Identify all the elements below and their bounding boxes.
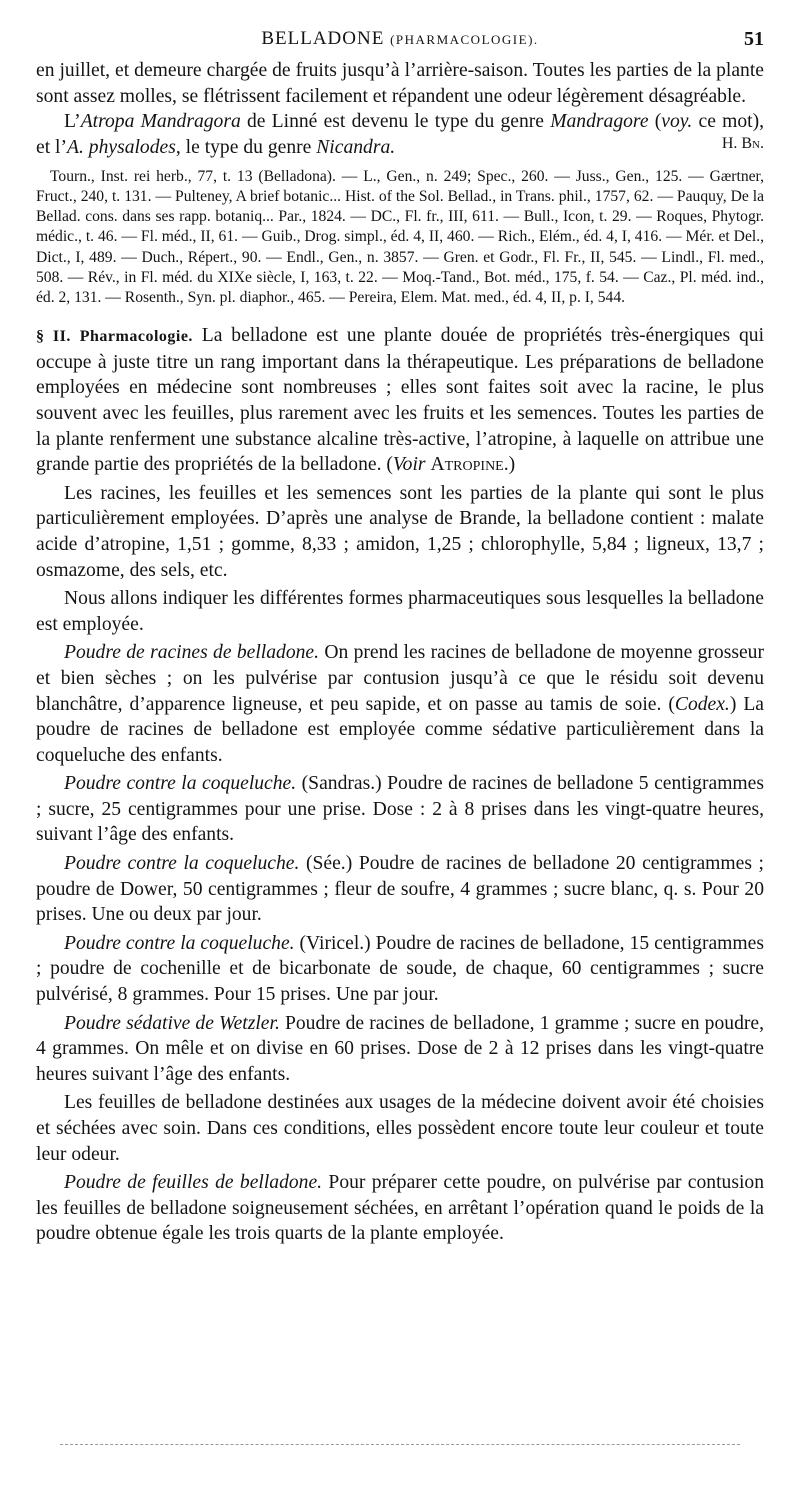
section-paragraph-2: Les racines, les feuilles et les semences sont les parties de la plante qui sont le plus particulièrement employées. D’après une analyse de Brande, la belladone contient : malate acide d’atropine, 1,51 ; gomme, 8,33 ; amidon, 1,25 ; chlorophylle, 5,84 ; ligneux, 13,7 ; osmazome, des sels, etc. — [36, 482, 764, 581]
intro-p2-i: , le type du genre — [175, 136, 317, 158]
section-p1-voir: Voir — [392, 454, 426, 476]
intro-p2-c: de Linné est devenu le type du genre — [240, 111, 551, 133]
intro-p2-g: ce mot), et l’ — [36, 111, 764, 158]
recipe-3-text: (Sée.) Poudre de racines de belladone 20 centigrammes ; poudre de Dower, 50 centigrammes ; fleur de soufre, 4 grammes ; sucre blanc, q. s. Pour 20 prises. Une ou deux par jour. — [36, 853, 764, 926]
running-title-main: BELLADONE — [261, 28, 385, 49]
recipe-1 — [36, 640, 764, 768]
intro-p2-j: Nicandra. — [316, 136, 396, 158]
recipe-3-title: Poudre contre la coqueluche. — [64, 853, 300, 875]
recipe-2-title: Poudre contre la coqueluche. — [64, 773, 297, 795]
intro-p2-f: voy. — [661, 111, 693, 133]
bibliographic-references: Tourn., Inst. rei herb., 77, t. 13 (Belladona). — L., Gen., n. 249; Spec., 260. — Juss., Gen., 125. — Gærtner, Fruct., 240, t. 131. — Pulteney, A brief botanic... Hist. of the Sol. Bellad., in Trans. phil., 1757, 62. — Pauquy, De la Bellad. cons. dans ses rapp. botaniq... Par., 1824. — DC., Fl. fr., III, 611. — Bull., Icon, t. 29. — Roques, Phytogr. médic., t. 46. — Fl. méd., II, 61. — Guib., Drog. simpl., éd. 4, II, 460. — Rich., Elém., éd. 4, I, 416. — Mér. et Del., Dict., I, 489. — Duch., Répert., 90. — Endl., Gen., n. 3857. — Gren. et Godr., Fl. Fr., II, 545. — Lindl., Fl. med., 508. — Rév., in Fl. méd. du XIXe siècle, I, 163, t. 22. — Moq.-Tand., Bot. méd., 175, f. 54. — Caz., Pl. méd. ind., éd. 2, 131. — Rosenth., Syn. pl. diaphor., 465. — Pereira, Elem. Mat. med., éd. 4, II, p. I, 544. — [36, 167, 764, 306]
page-number: 51 — [744, 28, 764, 50]
running-title-sub: (PHARMACOLOGIE). — [390, 32, 539, 47]
recipe-5-text: Poudre de racines de belladone, 1 gramme ; sucre en poudre, 4 grammes. On mêle et on divise en 60 prises. Dose de 2 à 12 prises dans les vingt-quatre heures suivant l’âge des enfants. — [36, 1012, 764, 1085]
intro-p2-d: Mandragore — [550, 111, 649, 133]
recipe-5-title: Poudre sédative de Wetzler. — [64, 1012, 280, 1034]
running-title — [36, 28, 764, 50]
bottom-dotted-rule — [60, 1444, 740, 1445]
section-number: § II. — [36, 328, 71, 346]
recipe-4-text: (Viricel.) Poudre de racines de belladone, 15 centigrammes ; poudre de cochenille et de bicarbonate de soude, de chaque, 60 centigrammes ; sucre pulvérisé, 8 grammes. Pour 15 prises. Une par jour. — [36, 932, 764, 1006]
recipe-3 — [36, 851, 764, 928]
section-p1-atropine: Atropine — [430, 454, 504, 476]
section-p1-end: .) — [503, 454, 516, 476]
recipe-5 — [36, 1011, 764, 1088]
recipe-1-source: Codex. — [674, 693, 730, 715]
section-p1-text: La belladone est une plante douée de propriétés très-énergiques qui occupe à juste titre un rang important dans la thérapeutique. Les préparations de belladone employées en médecine sont nombreuses ; elles sont faites soit avec la racine, le plus souvent avec les feuilles, plus rarement avec les fruits et les semences. Toutes les parties de la plante renferment une substance alcaline très-active, l’atropine, à laquelle on attribue une grande partie des propriétés de la belladone. ( — [36, 325, 765, 476]
recipe-1-title: Poudre de racines de belladone. — [64, 642, 320, 664]
leaves-p2-text: Pour préparer cette poudre, on pulvérise par contusion les feuilles de belladone soigneusement séchées, en arrêtant l’opération quand le poids de la poudre obtenue égale les trois quarts de la plante employée. — [36, 1172, 765, 1245]
recipe-1-text2: ) La poudre de racines de belladone est employée comme sédative particulièrement dans la coqueluche des enfants. — [36, 693, 764, 766]
recipe-4-title: Poudre contre la coqueluche. — [64, 932, 295, 954]
intro-p2-a: L’ — [64, 111, 81, 133]
intro-p2-b: Atropa Mandragora — [80, 111, 241, 133]
recipe-1-text: On prend les racines de belladone de moyenne grosseur et bien sèches ; on les pulvérise par contusion jusqu’à ce que le résidu soit devenu blanchâtre, d’apparence ligneuse, et peu sapide, et on passe au tamis de soie. ( — [36, 642, 764, 715]
section-title: Pharmacologie. — [79, 328, 193, 346]
recipe-2 — [36, 771, 764, 848]
recipe-2-text: (Sandras.) Poudre de racines de belladone 5 centigrammes ; sucre, 25 centigrammes pour une prise. Dose : 2 à 8 prises dans les vingt-quatre heures, suivant l’âge des enfants. — [36, 773, 764, 846]
leaves-paragraph-2 — [36, 1170, 764, 1247]
intro-p2-h: A. physalodes — [67, 136, 176, 158]
section-paragraph-3: Nous allons indiquer les différentes formes pharmaceutiques sous lesquelles la belladone est employée. — [36, 588, 764, 635]
intro-p2-e: ( — [648, 111, 662, 133]
leaves-paragraph-1: Les feuilles de belladone destinées aux usages de la médecine doivent avoir été choisies et séchées avec soin. Dans ces conditions, elles possèdent encore toute leur couleur et toute leur odeur. — [36, 1092, 764, 1165]
intro-paragraph-1: en juillet, et demeure chargée de fruits jusqu’à l’arrière-saison. Toutes les parties de la plante sont assez molles, se flétrissent facilement et répandent une odeur légèrement désagréable. — [36, 60, 764, 107]
running-header — [36, 28, 764, 54]
recipe-4 — [36, 931, 764, 1008]
section-paragraph-1 — [36, 323, 764, 478]
leaves-p2-title: Poudre de feuilles de belladone. — [64, 1172, 323, 1194]
author-signature: H. Bn. — [721, 134, 764, 152]
